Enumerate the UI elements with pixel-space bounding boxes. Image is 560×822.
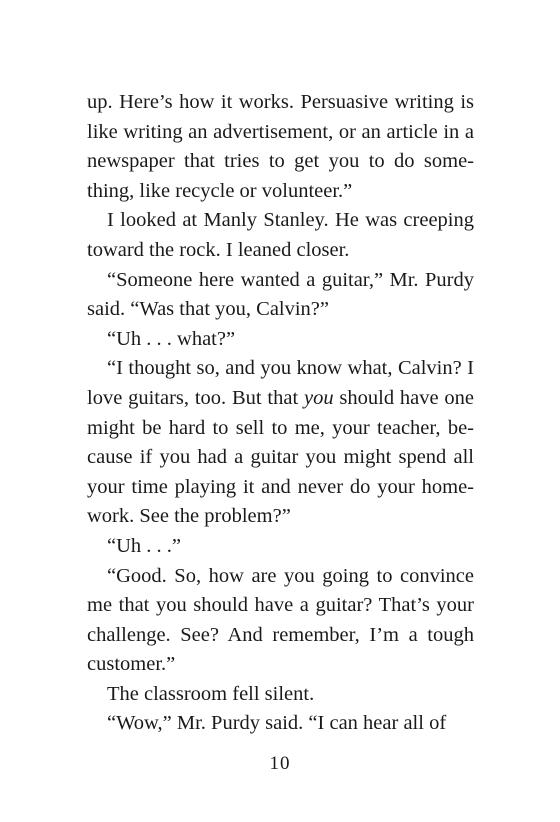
page-body xyxy=(87,88,474,739)
paragraph-5 xyxy=(87,354,474,532)
paragraph-6-text: “Uh . . .” xyxy=(107,534,182,557)
paragraph-6 xyxy=(87,532,474,562)
page-number: 10 xyxy=(269,753,291,774)
paragraph-5-emphasis: you xyxy=(303,386,334,409)
paragraph-4-text: “Uh . . . what?” xyxy=(107,327,236,350)
paragraph-1-text: up. Here’s how it works. Persuasive writing is like writing an advertisement, or an article in a newspaper that tries to get you to do something, like recycle or volunteer.” xyxy=(87,91,474,202)
paragraph-8 xyxy=(87,680,474,710)
paragraph-9 xyxy=(87,709,474,739)
paragraph-3-text: “Someone here wanted a guitar,” Mr. Purdy said. “Was that you, Calvin?” xyxy=(87,268,474,321)
paragraph-5-text-a: “I thought so, and you know what, Calvin? I love guitars, too. But that xyxy=(87,357,474,409)
paragraph-3 xyxy=(87,266,474,325)
paragraph-7 xyxy=(87,562,474,680)
paragraph-1 xyxy=(87,88,474,206)
paragraph-7-text: “Good. So, how are you going to convince me that you should have a guitar? That’s your challenge. See? And remember, I’m a tough customer.” xyxy=(87,564,474,676)
paragraph-4 xyxy=(87,325,474,355)
paragraph-5-text-b: should have one might be hard to sell to me, your teacher, because if you had a guitar you might spend all your time playing it and never do your homework. See the problem?” xyxy=(87,386,474,528)
paragraph-8-text: The classroom fell silent. xyxy=(107,682,315,705)
paragraph-9-text: “Wow,” Mr. Purdy said. “I can hear all of xyxy=(107,712,447,735)
paragraph-2 xyxy=(87,206,474,265)
paragraph-2-text: I looked at Manly Stanley. He was creeping toward the rock. I leaned closer. xyxy=(87,209,474,261)
